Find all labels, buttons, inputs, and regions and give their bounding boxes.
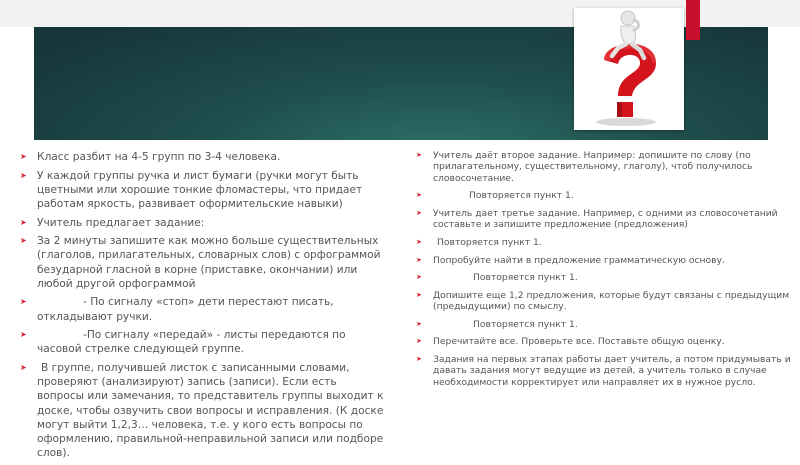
bullet-arrow-icon: ➤ [416,191,422,200]
right-bullet-list [416,150,794,388]
list-item: ➤ Класс разбит на 4-5 групп по 3-4 человека. [20,151,281,163]
left-column [20,150,386,465]
thinking-figure-question-icon [574,8,684,130]
bullet-arrow-icon: ➤ [20,297,27,307]
list-item: ➤ Попробуйте найти в предложение грамматическую основу. [416,254,725,266]
list-item: ➤ В группе, получившей листок с записанными словами, проверяют (анализируют) запись (записи). Если есть вопросы или замечания, то представитель группы выходит к доске, чтобы озвучить свои вопросы и исправления. (К доске могут выйти 1,2,3… человека, т.е. у кого есть вопросы по оформлению, правильной-неправильной записи или подборе слов). [20,361,384,460]
list-item: ➤ Допишите еще 1,2 предложения, которые будут связаны с предыдущим (предыдущими) по смыслу. [416,289,790,313]
list-item: ➤ За 2 минуты запишите как можно больше существительных (глаголов, прилагательных, словарных слов) с орфограммой безударной гласной в корне (приставке, окончании) или любой другой орфограммой [20,235,381,290]
list-item: ➤ Учитель дает третье задание. Например, с одними из словосочетаний составьте и запишите предложение (предложения) [416,208,778,231]
list-item: ➤ Задания на первых этапах работы дает учитель, а потом придумывать и давать задания могут ведущие из детей, а учитель только в случае необходимости корректирует или направляет их в нужное русло. [416,353,791,388]
list-item: ➤ Повторяется пункт 1. [416,318,578,330]
bullet-arrow-icon: ➤ [416,273,422,282]
bullet-arrow-icon: ➤ [416,255,422,264]
bullet-arrow-icon: ➤ [416,337,422,346]
bullet-arrow-icon: ➤ [416,209,422,217]
bullet-arrow-icon: ➤ [20,236,27,246]
list-item: ➤ Повторяется пункт 1. [416,190,574,202]
list-item: ➤ Перечитайте все. Проверьте все. Поставьте общую оценку. [416,336,725,348]
bullet-arrow-icon: ➤ [20,152,27,161]
list-item: ➤ Повторяется пункт 1. [416,237,542,248]
bullet-arrow-icon: ➤ [416,151,422,159]
bullet-arrow-icon: ➤ [416,238,422,246]
list-item: ➤ -По сигналу «передай» - листы передаются по часовой стрелке следующей группе. [20,329,346,356]
left-bullet-list [20,150,386,460]
bullet-arrow-icon: ➤ [416,290,422,299]
right-column [416,150,794,394]
bullet-arrow-icon: ➤ [20,330,27,340]
bullet-arrow-icon: ➤ [416,354,422,363]
list-item: ➤ - По сигналу «стоп» дети перестают писать, откладывают ручки. [20,296,334,323]
bullet-arrow-icon: ➤ [416,319,422,328]
bullet-arrow-icon: ➤ [20,170,27,180]
red-accent-bar [686,0,700,40]
question-illustration [574,8,684,130]
bullet-arrow-icon: ➤ [20,217,27,227]
list-item: ➤ У каждой группы ручка и лист бумаги (ручки могут быть цветными или хорошие тонкие фломастеры, что придает работам яркость, развивает оформительские навыки) [20,169,363,210]
bullet-arrow-icon: ➤ [20,362,27,372]
list-item: ➤ Учитель предлагает задание: [20,216,205,229]
list-item: ➤ Повторяется пункт 1. [416,272,578,284]
list-item: ➤ Учитель даёт второе задание. Например: допишите по слову (по прилагательному, существительному, глаголу), чтоб получилось словосочетание. [416,150,753,184]
